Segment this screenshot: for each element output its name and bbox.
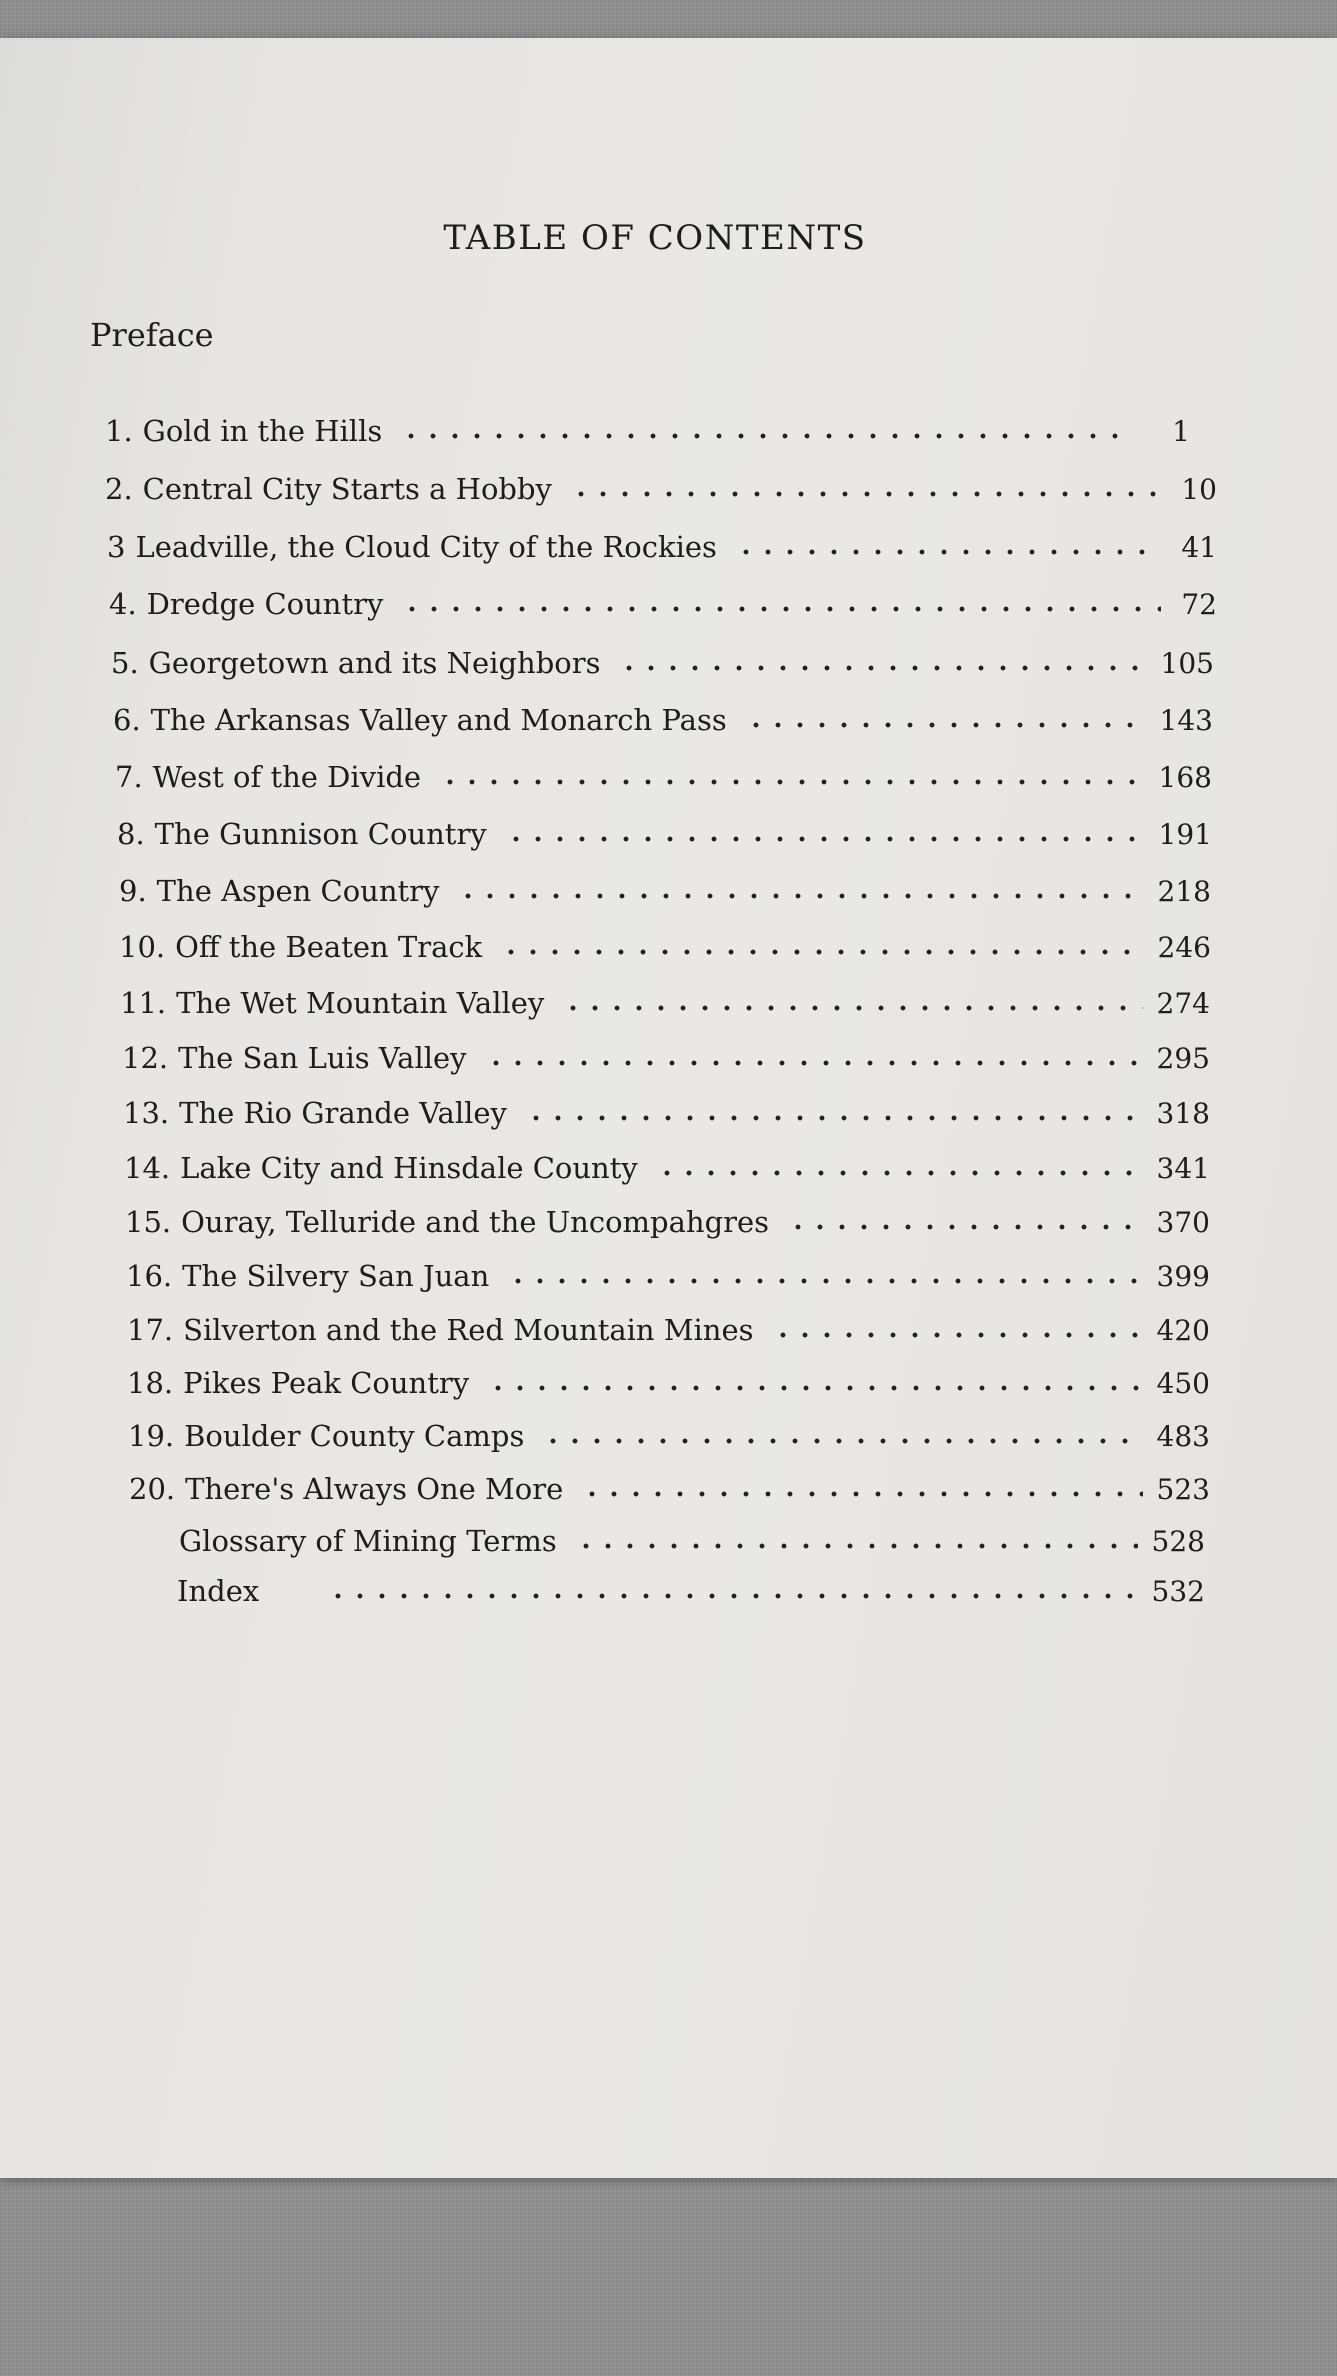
toc-entry [124,1145,1210,1185]
toc-entry [123,1090,1210,1130]
entry-title: The Arkansas Valley and Monarch Pass [150,703,727,737]
entry-number: 17. [127,1313,174,1347]
entry-page: 218 [1157,875,1211,908]
toc-entry [128,1413,1210,1453]
entry-number: 15. [125,1205,172,1239]
entry-number: 6. [113,703,141,737]
entry-title: The Gunnison Country [154,817,487,851]
dot-leader [507,1276,1142,1286]
dot-leader [439,777,1144,787]
entry-title: Central City Starts a Hobby [142,472,552,506]
entry-number: 11. [120,986,167,1020]
entry-page: 450 [1156,1367,1210,1400]
entry-page: 370 [1156,1206,1210,1239]
book-page [0,38,1337,2178]
entry-title: Gold in the Hills [142,414,383,448]
dot-leader [772,1330,1143,1340]
entry-title: The Silvery San Juan [182,1259,490,1293]
entry-page: 168 [1158,761,1212,794]
dot-leader [500,947,1143,957]
entry-title: West of the Divide [152,760,422,794]
entry-number: 3 [107,530,126,564]
entry-page: 528 [1151,1525,1205,1558]
entry-title: Georgetown and its Neighbors [148,646,601,680]
entry-page: 523 [1156,1473,1210,1506]
dot-leader [327,1591,1137,1601]
entry-number: 14. [124,1151,171,1185]
dot-leader [525,1113,1143,1123]
entry-title: Dredge Country [146,587,384,621]
dot-leader [581,1489,1142,1499]
dot-leader [656,1168,1143,1178]
dot-leader [505,834,1145,844]
preface-label: Preface [90,316,214,354]
toc-entry [119,924,1211,964]
entry-number: 18. [127,1366,174,1400]
dot-leader [618,663,1146,673]
toc-entry [105,408,1190,448]
toc-entry [105,466,1217,506]
entry-title: Off the Beaten Track [175,930,483,964]
entry-title: Leadville, the Cloud City of the Rockies [135,530,717,564]
toc-entry [111,640,1214,680]
entry-number: 12. [122,1041,169,1075]
entry-number: 8. [117,817,145,851]
entry-number: 2. [105,472,133,506]
page-title: TABLE OF CONTENTS [443,218,867,258]
entry-number: 20. [129,1472,176,1506]
entry-title: Boulder County Camps [184,1419,525,1453]
dot-leader [401,604,1161,614]
entry-title: The San Luis Valley [178,1041,467,1075]
dot-leader [542,1436,1142,1446]
entry-title: The Aspen Country [156,874,440,908]
toc-entry [120,980,1210,1020]
entry-title: There's Always One More [185,1472,564,1506]
toc-entry [127,1360,1210,1400]
dot-leader [575,1541,1138,1551]
dot-leader [485,1058,1143,1068]
entry-number: 16. [126,1259,173,1293]
toc-entry [129,1466,1210,1506]
toc-entry [169,1518,1205,1558]
entry-number: 10. [119,930,166,964]
entry-number: 9. [119,874,147,908]
dot-leader [457,891,1143,901]
entry-page: 10 [1181,473,1217,506]
entry-page: 318 [1156,1097,1210,1130]
entry-page: 1 [1172,415,1190,448]
entry-title: The Rio Grande Valley [179,1096,507,1130]
entry-page: 483 [1156,1420,1210,1453]
entry-page: 143 [1159,704,1213,737]
entry-number: 5. [111,646,139,680]
entry-number: 7. [115,760,143,794]
dot-leader [787,1222,1143,1232]
toc-entry [117,811,1212,851]
entry-page: 72 [1181,588,1217,621]
entry-page: 105 [1160,647,1214,680]
toc-entry [107,524,1217,564]
toc-entry [119,868,1211,908]
toc-entry [113,697,1213,737]
toc-entry [109,581,1217,621]
entry-title: Pikes Peak Country [183,1366,470,1400]
entry-page: 274 [1156,987,1210,1020]
entry-title: Glossary of Mining Terms [179,1524,557,1558]
entry-page: 532 [1151,1575,1205,1608]
entry-title: Lake City and Hinsdale County [180,1151,638,1185]
entry-page: 295 [1156,1042,1210,1075]
entry-number: 19. [128,1419,175,1453]
toc-entry [125,1199,1210,1239]
entry-title: Index [177,1574,260,1608]
entry-number: 13. [123,1096,170,1130]
dot-leader [487,1383,1142,1393]
entry-title: Silverton and the Red Mountain Mines [183,1313,754,1347]
dot-leader [745,720,1146,730]
toc-entry [126,1253,1210,1293]
dot-leader [562,1003,1142,1013]
entry-page: 41 [1181,531,1217,564]
dot-leader [735,547,1161,557]
entry-page: 341 [1156,1152,1210,1185]
entry-title: The Wet Mountain Valley [176,986,545,1020]
entry-number: 4. [109,587,137,621]
dot-leader [400,431,1134,441]
entry-number: 1. [105,414,133,448]
entry-page: 399 [1156,1260,1210,1293]
toc-entry [115,754,1212,794]
toc-entry [127,1307,1210,1347]
toc-entry [167,1568,1205,1608]
toc-entry [122,1035,1210,1075]
entry-page: 246 [1157,931,1211,964]
entry-title: Ouray, Telluride and the Uncompahgres [181,1205,770,1239]
dot-leader [570,489,1161,499]
entry-page: 420 [1156,1314,1210,1347]
entry-page: 191 [1158,818,1212,851]
